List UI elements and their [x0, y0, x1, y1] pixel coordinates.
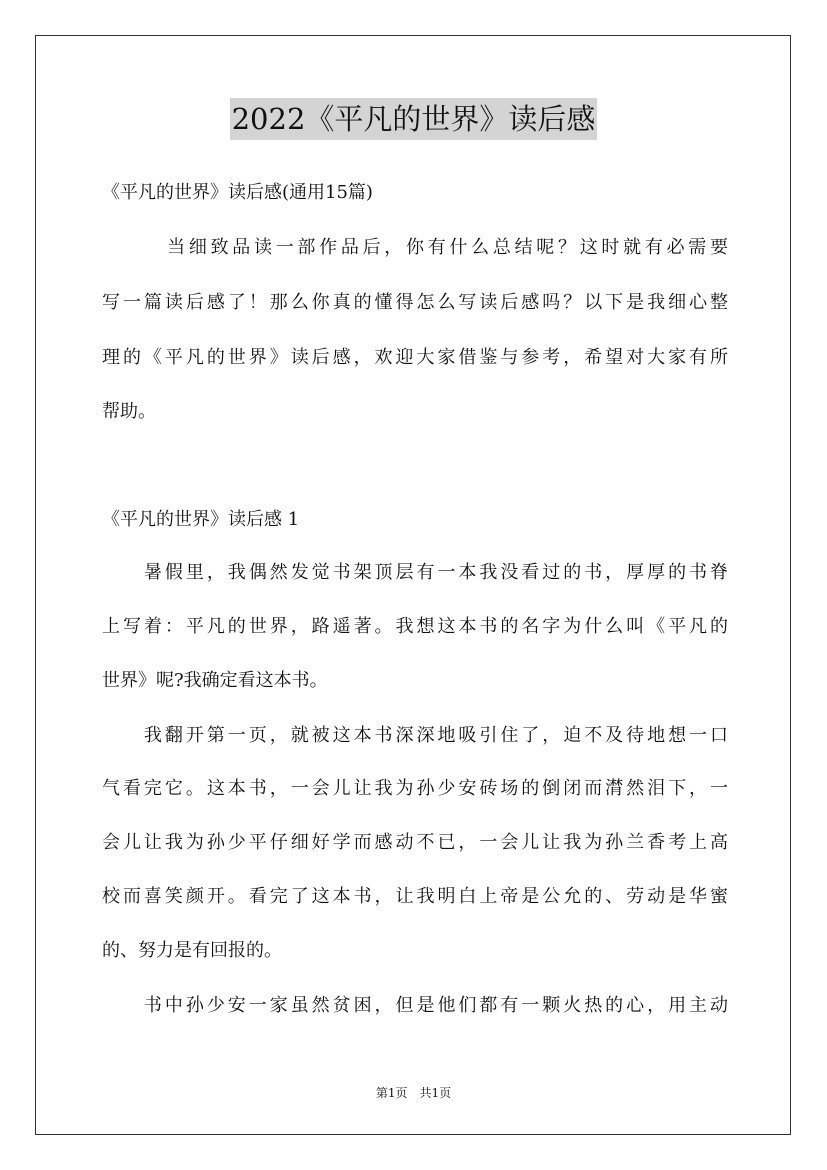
intro-line: 写一篇读后感了！那么你真的懂得怎么写读后感吗？以下是我细心整 — [102, 292, 728, 313]
intro-line: 帮助。 — [102, 401, 156, 422]
paragraph-line: 我翻开第一页，就被这本书深深地吸引住了，迫不及待地想一口 — [102, 725, 728, 746]
intro-line: 当细致品读一部作品后，你有什么总结呢？这时就有必需要 — [102, 237, 728, 258]
page-footer: 第1页 共1页 — [375, 1086, 452, 1100]
document-subtitle: 《平凡的世界》读后感(通用15篇) — [102, 182, 373, 203]
paragraph-line: 气看完它。这本书，一会儿让我为孙少安砖场的倒闭而潸然泪下，一 — [102, 778, 728, 799]
paragraph-line: 书中孙少安一家虽然贫困，但是他们都有一颗火热的心，用主动 — [102, 995, 728, 1016]
paragraph-line: 暑假里，我偶然发觉书架顶层有一本我没看过的书，厚厚的书脊 — [102, 562, 728, 583]
paragraph-line: 校而喜笑颜开。看完了这本书，让我明白上帝是公允的、劳动是华蜜 — [102, 886, 728, 907]
paragraph-line: 世界》呢?我确定看这本书。 — [102, 670, 328, 691]
paragraph-line: 上写着：平凡的世界，路遥著。我想这本书的名字为什么叫《平凡的 — [102, 616, 728, 637]
document-title: 2022《平凡的世界》读后感 — [230, 98, 598, 140]
section-heading: 《平凡的世界》读后感 1 — [102, 509, 300, 530]
title-container — [0, 98, 827, 140]
paragraph-line: 的、努力是有回报的。 — [102, 940, 282, 961]
paragraph-line: 会儿让我为孙少平仔细好学而感动不已，一会儿让我为孙兰香考上高 — [102, 832, 728, 853]
intro-line: 理的《平凡的世界》读后感，欢迎大家借鉴与参考，希望对大家有所 — [102, 347, 728, 368]
